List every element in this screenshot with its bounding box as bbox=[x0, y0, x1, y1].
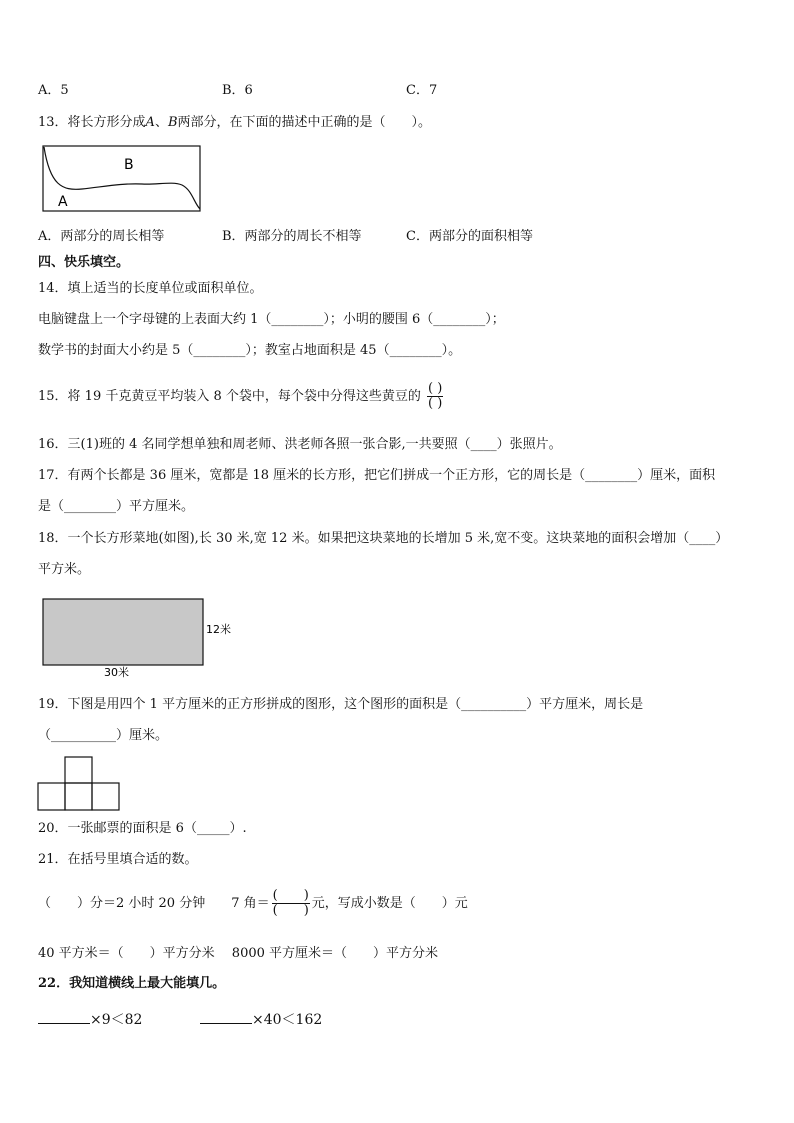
q15-fraction: $\frac{( )}{( )}$ bbox=[428, 381, 443, 411]
q12-option-a: A．5 bbox=[38, 83, 69, 98]
q12-option-c: C．7 bbox=[406, 83, 438, 98]
q21-line2: （ ）分＝2 小时 20 分钟 7 角＝ $\frac{( )}{( )}$ 元，写成小数是（ ）元 bbox=[38, 888, 468, 918]
q19-square-4 bbox=[65, 757, 92, 783]
q21-line3: 40 平方米＝（ ）平方分米 8000 平方厘米＝（ ）平方分米 bbox=[38, 946, 439, 961]
q22-expression-1: ×9＜82 bbox=[38, 1009, 142, 1029]
q19-square-1 bbox=[38, 783, 65, 810]
q19-square-2 bbox=[65, 783, 92, 810]
q14-line2: 数学书的封面大小约是 5（________）；教室占地面积是 45（________）。 bbox=[38, 343, 462, 358]
q13-stem: 13．将长方形分成A、B两部分，在下面的描述中正确的是（ ）。 bbox=[38, 115, 432, 130]
q13-label-b: B bbox=[124, 157, 134, 173]
q14-stem: 14．填上适当的长度单位或面积单位。 bbox=[38, 281, 263, 296]
q18-width-label: 12米 bbox=[206, 623, 231, 636]
q13-label-a: A bbox=[58, 194, 68, 210]
q22-blank-1 bbox=[38, 1009, 90, 1024]
q13-figure bbox=[42, 145, 202, 213]
q19-figure bbox=[37, 756, 123, 812]
q19-line1: 19．下图是用四个 1 平方厘米的正方形拼成的图形，这个图形的面积是（__________）平方厘米，周长是 bbox=[38, 697, 644, 712]
q13-option-c: C．两部分的面积相等 bbox=[406, 229, 533, 244]
q21-fraction: $\frac{( )}{( )}$ bbox=[272, 888, 309, 918]
q19-line2: （__________）厘米。 bbox=[38, 728, 169, 743]
q19-square-3 bbox=[92, 783, 119, 810]
q22-stem: 22．我知道横线上最大能填几。 bbox=[38, 976, 226, 991]
q18-line1: 18．一个长方形菜地(如图),长 30 米,宽 12 米。如果把这块菜地的长增加 5 米,宽不变。这块菜地的面积会增加（____） bbox=[38, 531, 729, 546]
q18-vegetable-plot bbox=[43, 599, 203, 665]
q18-figure bbox=[40, 596, 240, 680]
q18-line2: 平方米。 bbox=[38, 562, 91, 577]
q15: 15．将 19 千克黄豆平均装入 8 个袋中，每个袋中分得这些黄豆的 $\frac{( )}{( )}$ bbox=[38, 381, 443, 411]
q18-length-label: 30米 bbox=[104, 666, 129, 679]
q22-blank-2 bbox=[200, 1009, 252, 1024]
q17-line1: 17．有两个长都是 36 厘米，宽都是 18 厘米的长方形，把它们拼成一个正方形，它的周长是（________）厘米，面积 bbox=[38, 468, 716, 483]
q21-stem: 21．在括号里填合适的数。 bbox=[38, 852, 198, 867]
q16: 16．三(1)班的 4 名同学想单独和周老师、洪老师各照一张合影,一共要照（____）张照片。 bbox=[38, 437, 562, 452]
q13-option-a: A．两部分的周长相等 bbox=[38, 229, 165, 244]
q13-option-b: B．两部分的周长不相等 bbox=[222, 229, 362, 244]
q20: 20．一张邮票的面积是 6（_____）. bbox=[38, 821, 247, 836]
q22-expression-2: ×40＜162 bbox=[200, 1009, 322, 1029]
q17-line2: 是（________）平方厘米。 bbox=[38, 499, 195, 514]
q14-line1: 电脑键盘上一个字母键的上表面大约 1（________）；小明的腰围 6（________）； bbox=[38, 312, 505, 327]
section-4-title: 四、快乐填空。 bbox=[38, 255, 130, 270]
q12-option-b: B．6 bbox=[222, 83, 253, 98]
